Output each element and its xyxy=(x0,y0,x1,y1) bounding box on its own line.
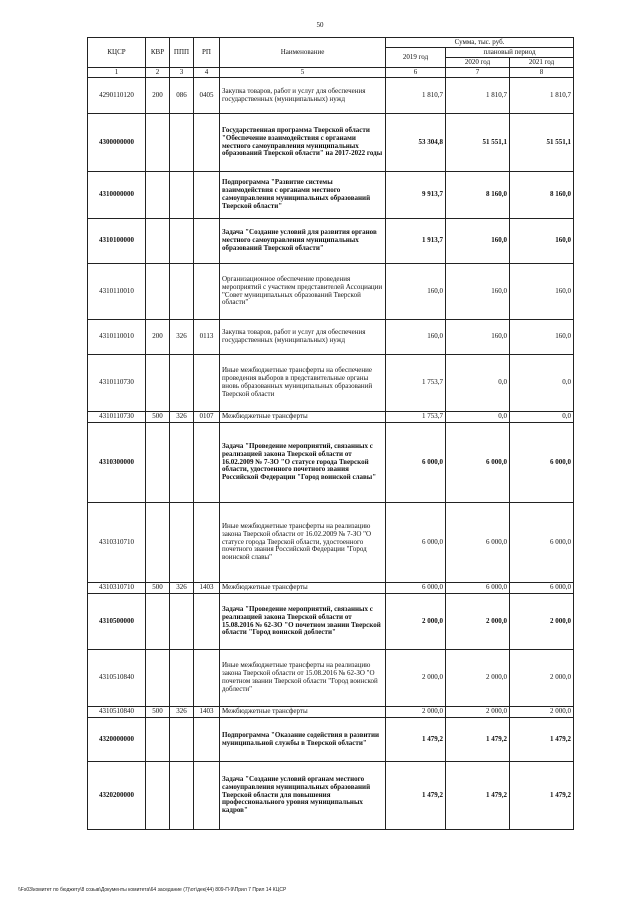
amount-2020-cell: 160,0 xyxy=(446,320,510,355)
name-cell: Иные межбюджетные трансферты на обеспечение проведения выборов в представительные органы вновь образованных муниципальных образований Тверской области xyxy=(220,355,386,412)
name-cell: Задача "Проведение мероприятий, связанных с реализацией закона Тверской области от 16.02.2009 № 7-ЗО "О статусе города Тверской области, удостоенного почетного звания Российской Федерации "Город воинской славы" xyxy=(220,423,386,503)
table-body xyxy=(88,78,574,830)
ppp-cell xyxy=(170,718,194,762)
amount-2020-cell: 1 810,7 xyxy=(446,78,510,114)
kcsr-cell: 4310110730 xyxy=(88,412,146,423)
kcsr-cell: 4310310710 xyxy=(88,583,146,594)
table-row xyxy=(88,412,574,423)
amount-2019-cell: 1 913,7 xyxy=(386,219,446,264)
kvr-cell xyxy=(146,423,170,503)
ppp-cell xyxy=(170,423,194,503)
table-row xyxy=(88,114,574,172)
kvr-cell xyxy=(146,172,170,219)
kcsr-cell: 4310000000 xyxy=(88,172,146,219)
column-number: 6 xyxy=(386,68,446,78)
amount-2020-cell: 2 000,0 xyxy=(446,707,510,718)
name-cell: Государственная программа Тверской области "Обеспечение взаимодействия с органами местного самоуправления муниципальных образований Тверской области" на 2017-2022 годы xyxy=(220,114,386,172)
ppp-cell xyxy=(170,503,194,583)
kcsr-cell: 4320200000 xyxy=(88,762,146,830)
amount-2019-cell: 6 000,0 xyxy=(386,423,446,503)
table-row xyxy=(88,78,574,114)
table-row xyxy=(88,503,574,583)
rp-cell xyxy=(194,762,220,830)
amount-2020-cell: 160,0 xyxy=(446,219,510,264)
ppp-cell xyxy=(170,219,194,264)
ppp-cell: 326 xyxy=(170,707,194,718)
table-row xyxy=(88,320,574,355)
ppp-cell: 326 xyxy=(170,583,194,594)
header-2019: 2019 год xyxy=(386,48,446,68)
header-2021: 2021 год xyxy=(510,58,574,68)
ppp-cell xyxy=(170,172,194,219)
ppp-cell xyxy=(170,264,194,320)
kvr-cell xyxy=(146,718,170,762)
header-ppp: ППП xyxy=(170,38,194,68)
kcsr-cell: 4310110730 xyxy=(88,355,146,412)
amount-2020-cell: 0,0 xyxy=(446,355,510,412)
header-kcsr: КЦСР xyxy=(88,38,146,68)
amount-2021-cell: 160,0 xyxy=(510,264,574,320)
amount-2019-cell: 2 000,0 xyxy=(386,594,446,650)
budget-table xyxy=(87,37,574,830)
name-cell: Иные межбюджетные трансферты на реализацию закона Тверской области от 15.08.2016 № 62-ЗО "О почетном звании Тверской области "Город воинской доблести" xyxy=(220,650,386,707)
kvr-cell xyxy=(146,762,170,830)
amount-2019-cell: 53 304,8 xyxy=(386,114,446,172)
kvr-cell: 500 xyxy=(146,412,170,423)
amount-2020-cell: 2 000,0 xyxy=(446,594,510,650)
header-name: Наименование xyxy=(220,38,386,68)
table-row xyxy=(88,219,574,264)
name-cell: Межбюджетные трансферты xyxy=(220,412,386,423)
amount-2021-cell: 1 479,2 xyxy=(510,718,574,762)
amount-2021-cell: 1 810,7 xyxy=(510,78,574,114)
kcsr-cell: 4310100000 xyxy=(88,219,146,264)
column-number: 5 xyxy=(220,68,386,78)
amount-2021-cell: 0,0 xyxy=(510,412,574,423)
table-row xyxy=(88,172,574,219)
column-number: 4 xyxy=(194,68,220,78)
name-cell: Закупка товаров, работ и услуг для обеспечения государственных (муниципальных) нужд xyxy=(220,78,386,114)
kvr-cell: 200 xyxy=(146,78,170,114)
column-number: 1 xyxy=(88,68,146,78)
table-row xyxy=(88,762,574,830)
amount-2021-cell: 2 000,0 xyxy=(510,650,574,707)
kcsr-cell: 4310500000 xyxy=(88,594,146,650)
ppp-cell xyxy=(170,594,194,650)
name-cell: Подпрограмма "Развитие системы взаимодействия с органами местного самоуправления муниципальных образований Тверской области" xyxy=(220,172,386,219)
amount-2021-cell: 1 479,2 xyxy=(510,762,574,830)
table-row xyxy=(88,583,574,594)
amount-2021-cell: 160,0 xyxy=(510,320,574,355)
ppp-cell xyxy=(170,114,194,172)
amount-2021-cell: 2 000,0 xyxy=(510,707,574,718)
kcsr-cell: 4310510840 xyxy=(88,707,146,718)
amount-2019-cell: 1 753,7 xyxy=(386,355,446,412)
amount-2020-cell: 6 000,0 xyxy=(446,583,510,594)
rp-cell xyxy=(194,264,220,320)
kcsr-cell: 4310110010 xyxy=(88,320,146,355)
table-row xyxy=(88,650,574,707)
amount-2020-cell: 2 000,0 xyxy=(446,650,510,707)
ppp-cell xyxy=(170,762,194,830)
amount-2019-cell: 160,0 xyxy=(386,264,446,320)
kvr-cell xyxy=(146,503,170,583)
table-row xyxy=(88,594,574,650)
amount-2019-cell: 1 753,7 xyxy=(386,412,446,423)
amount-2021-cell: 51 551,1 xyxy=(510,114,574,172)
amount-2020-cell: 8 160,0 xyxy=(446,172,510,219)
kvr-cell xyxy=(146,594,170,650)
ppp-cell xyxy=(170,650,194,707)
amount-2021-cell: 8 160,0 xyxy=(510,172,574,219)
rp-cell xyxy=(194,172,220,219)
rp-cell xyxy=(194,718,220,762)
column-number: 2 xyxy=(146,68,170,78)
name-cell: Задача "Проведение мероприятий, связанных с реализацией закона Тверской области от 15.08.2016 № 62-ЗО "О почетном звании Тверской области "Город воинской доблести" xyxy=(220,594,386,650)
kvr-cell: 500 xyxy=(146,707,170,718)
amount-2020-cell: 6 000,0 xyxy=(446,423,510,503)
amount-2019-cell: 1 810,7 xyxy=(386,78,446,114)
header-kvr: КВР xyxy=(146,38,170,68)
page-number: 50 xyxy=(316,21,324,29)
kcsr-cell: 4300000000 xyxy=(88,114,146,172)
amount-2021-cell: 6 000,0 xyxy=(510,583,574,594)
header-planned-period: плановый период xyxy=(446,48,574,58)
rp-cell xyxy=(194,114,220,172)
amount-2019-cell: 160,0 xyxy=(386,320,446,355)
kcsr-cell: 4310510840 xyxy=(88,650,146,707)
column-number: 7 xyxy=(446,68,510,78)
header-2020: 2020 год xyxy=(446,58,510,68)
table-row xyxy=(88,718,574,762)
header-rp: РП xyxy=(194,38,220,68)
table-row xyxy=(88,423,574,503)
table-row xyxy=(88,355,574,412)
name-cell: Закупка товаров, работ и услуг для обеспечения государственных (муниципальных) нужд xyxy=(220,320,386,355)
name-cell: Иные межбюджетные трансферты на реализацию закона Тверской области от 16.02.2009 № 7-ЗО "О статусе города Тверской области, удостоенного почетного звания Российской Федерации "Город воинской славы" xyxy=(220,503,386,583)
kcsr-cell: 4290110120 xyxy=(88,78,146,114)
table-row xyxy=(88,264,574,320)
kvr-cell: 200 xyxy=(146,320,170,355)
rp-cell: 0107 xyxy=(194,412,220,423)
amount-2019-cell: 1 479,2 xyxy=(386,762,446,830)
amount-2020-cell: 1 479,2 xyxy=(446,718,510,762)
amount-2020-cell: 51 551,1 xyxy=(446,114,510,172)
rp-cell: 1403 xyxy=(194,583,220,594)
rp-cell xyxy=(194,219,220,264)
amount-2021-cell: 6 000,0 xyxy=(510,503,574,583)
amount-2020-cell: 160,0 xyxy=(446,264,510,320)
ppp-cell: 326 xyxy=(170,320,194,355)
rp-cell: 1403 xyxy=(194,707,220,718)
rp-cell: 0113 xyxy=(194,320,220,355)
table-row xyxy=(88,707,574,718)
ppp-cell: 326 xyxy=(170,412,194,423)
table-header xyxy=(88,38,574,78)
rp-cell xyxy=(194,355,220,412)
column-number: 3 xyxy=(170,68,194,78)
kvr-cell xyxy=(146,114,170,172)
name-cell: Организационное обеспечение проведения мероприятий с участием представителей Ассоциации "Совет муниципальных образований Тверской области" xyxy=(220,264,386,320)
column-number-row xyxy=(88,68,574,78)
ppp-cell: 086 xyxy=(170,78,194,114)
kcsr-cell: 4310110010 xyxy=(88,264,146,320)
kvr-cell: 500 xyxy=(146,583,170,594)
amount-2021-cell: 6 000,0 xyxy=(510,423,574,503)
amount-2020-cell: 0,0 xyxy=(446,412,510,423)
name-cell: Межбюджетные трансферты xyxy=(220,707,386,718)
amount-2019-cell: 9 913,7 xyxy=(386,172,446,219)
name-cell: Подпрограмма "Оказание содействия в развитии муниципальной службы в Тверской области" xyxy=(220,718,386,762)
kcsr-cell: 4310310710 xyxy=(88,503,146,583)
amount-2021-cell: 0,0 xyxy=(510,355,574,412)
amount-2021-cell: 2 000,0 xyxy=(510,594,574,650)
kcsr-cell: 4310300000 xyxy=(88,423,146,503)
rp-cell: 0405 xyxy=(194,78,220,114)
ppp-cell xyxy=(170,355,194,412)
file-path-footer: \\Fs03\комитет по бюджету\8 созыв\Документы комитета\64 заседание (7)\от\дек(44) 809-П-9\Прил 7 Прил 14 КЦСР xyxy=(18,887,287,893)
kvr-cell xyxy=(146,650,170,707)
name-cell: Задача "Создание условий органам местного самоуправления муниципальных образований Тверской области для повышения профессионального уровня муниципальных кадров" xyxy=(220,762,386,830)
amount-2019-cell: 2 000,0 xyxy=(386,650,446,707)
kcsr-cell: 4320000000 xyxy=(88,718,146,762)
kvr-cell xyxy=(146,355,170,412)
rp-cell xyxy=(194,423,220,503)
amount-2020-cell: 1 479,2 xyxy=(446,762,510,830)
column-number: 8 xyxy=(510,68,574,78)
amount-2020-cell: 6 000,0 xyxy=(446,503,510,583)
amount-2019-cell: 6 000,0 xyxy=(386,503,446,583)
header-sum: Сумма, тыс. руб. xyxy=(386,38,574,48)
amount-2019-cell: 1 479,2 xyxy=(386,718,446,762)
amount-2019-cell: 6 000,0 xyxy=(386,583,446,594)
amount-2019-cell: 2 000,0 xyxy=(386,707,446,718)
rp-cell xyxy=(194,503,220,583)
amount-2021-cell: 160,0 xyxy=(510,219,574,264)
kvr-cell xyxy=(146,219,170,264)
rp-cell xyxy=(194,650,220,707)
name-cell: Межбюджетные трансферты xyxy=(220,583,386,594)
rp-cell xyxy=(194,594,220,650)
kvr-cell xyxy=(146,264,170,320)
name-cell: Задача "Создание условий для развития органов местного самоуправления муниципальных образований Тверской области" xyxy=(220,219,386,264)
